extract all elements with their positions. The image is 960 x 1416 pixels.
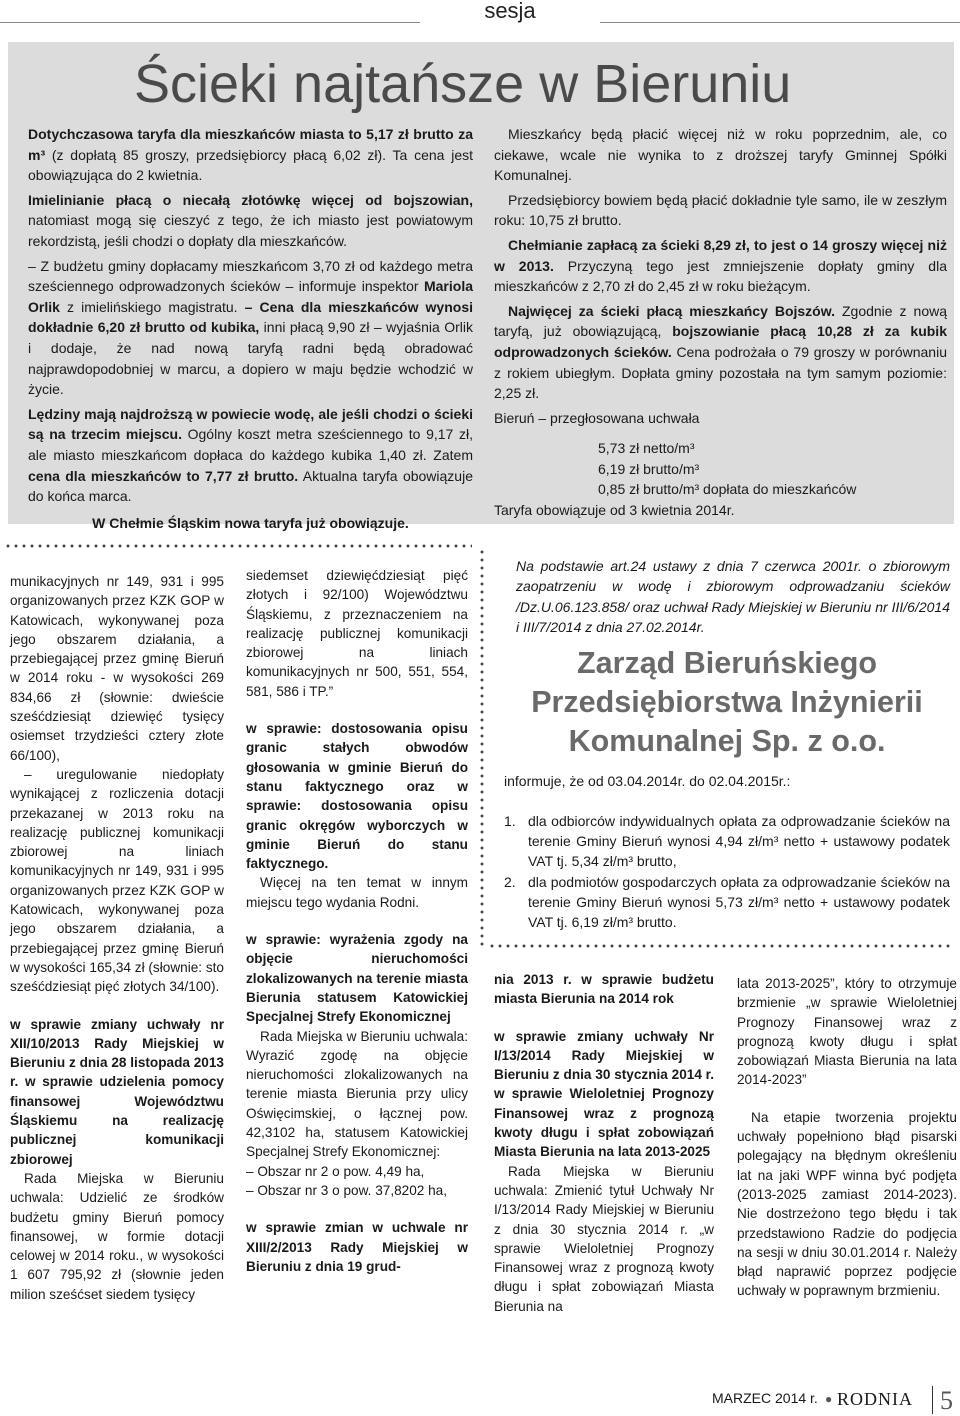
article-paragraph: Lędziny mają najdroższą w powiecie wodę, ale jeśli chodzi o ścieki są na trzecim miejscu. Ogólny koszt metra sześciennego to 9,17 zł, ale miasto mieszkańcom dopłaca do każdego kubika 1,40 zł. Zatem cena dla mieszkańców to 7,77 zł brutto. Aktualna taryfa obowiązuje do końca marca. (28, 405, 473, 505)
resolution-heading: w sprawie: wyrażenia zgody na objęcie nieruchomości zlokalizowanych na terenie miasta Bierunia statusem Katowickiej Specjalnej Strefy Ekonomicznej (246, 932, 468, 1025)
header-rule-left (0, 22, 420, 23)
article-right-column (494, 124, 947, 520)
resolution-heading: Bieruń – przegłosowana uchwała (494, 409, 700, 426)
session-column-4 (737, 974, 957, 1301)
notice-informs: informuje, że od 03.04.2014r. do 02.04.2015r.: (504, 772, 791, 789)
notice-intro: Na podstawie art.24 ustawy z dnia 7 czerwca 2001r. o zbiorowym zaopatrzeniu w wodę i zbiorowym odprowadzaniu ścieków /Dz.U.06.123.858/ oraz uchwał Rady Miejskiej w Bieruniu nr III/6/2014 i III/7/2014 z dnia 27.02.2014r. (516, 558, 950, 636)
article-paragraph: – Z budżetu gminy dopłacamy mieszkańcom 3,70 zł od każdego metra sześciennego odprowadzonych ścieków – informuje inspektor Mariola Orlik z imielińskiego magistratu. – Cena dla mieszkańców wynosi dokładnie 6,20 zł brutto od kubika, inni płacą 9,90 zł – wyjaśnia Orlik i dodaje, że nad nową taryfą radni będą obradować najprawdopodobniej w marcu, a dopiero w maju będzie wchodzić w życie. (28, 257, 473, 398)
resolution-line: Taryfa obowiązuje od 3 kwietnia 2014r. (494, 501, 735, 518)
bullet-icon: ● (825, 1392, 833, 1406)
resolution-line: 5,73 zł netto/m³ (598, 440, 695, 457)
section-label: sesja (484, 0, 536, 23)
dotted-separator (480, 548, 484, 948)
column-paragraph: Rada Miejska w Bieruniu uchwala: Wyrazić zgodę na objęcie nieruchomości zlokalizowanych na terenie miasta Bierunia przy ulicy Oświęcimskiej, o łącznej pow. 42,3102 ha, statusem Katowickiej Specjalnej Strefy Ekonomicznej: (246, 1028, 468, 1160)
article-paragraph: Najwięcej za ścieki płacą mieszkańcy Bojszów. Zgodnie z nową taryfą, już obowiązującą, bojszowianie płacą 10,28 zł za kubik odprowadzonych ścieków. Cena podrożała o 79 groszy w porównaniu z rokiem ubiegłym. Dopłata gminy pozostała na tym samym poziomie: 2,25 zł. (494, 302, 948, 402)
column-paragraph: munikacyjnych nr 149, 931 i 995 organizowanych przez KZK GOP w Katowicach, wykonywanej poza jego obszarem działania, a przebiegającej przez gminę Bieruń w 2014 roku - w wysokości 269 834,66 zł (słownie: dwieście sześćdziesiąt dziewięć tysięcy osiemset trzydzieści cztery złote 66/100), (10, 574, 224, 763)
resolution-heading: w sprawie zmian w uchwale nr XIII/2/2013 Rady Miejskiej w Bieruniu z dnia 19 grud- (246, 1220, 468, 1274)
column-paragraph: Rada Miejska w Bieruniu uchwala: Udzielić ze środków budżetu gminy Bieruń pomocy finansowej, w formie dotacji celowej w 2014 roku., w wysokości 1 607 795,92 zł (słownie jeden milion sześćset siedem tysięcy (10, 1170, 224, 1302)
notice-list-item: 1. dla odbiorców indywidualnych opłata za odprowadzanie ścieków na terenie Gminy Bieruń wynosi 4,94 zł/m³ netto + ustawowy podatek VAT tj. 5,34 zł/m³ brutto, (504, 812, 950, 870)
dotted-separator (488, 944, 952, 948)
utility-notice (504, 556, 950, 932)
column-paragraph: Na etapie tworzenia projektu uchwały popełniono błąd pisarski polegający na błędnym określeniu lat na jaki WPF winna być podjęta (2013-2025 zamiast 2014-2023). Nie dostrzeżono tego błędu i tak przedstawiono Radzie do podjęcia na sesji w dniu 30.01.2014 r. Należy błąd naprawić poprzez podjęcie uchwały w poprawnym brzmieniu. (737, 1109, 957, 1299)
notice-list-item: 2. dla podmiotów gospodarczych opłata za odprowadzanie ścieków na terenie Gminy Bieruń wynosi 5,73 zł/m³ netto + ustawowy podatek VAT tj. 6,19 zł/m³ brutto. (504, 873, 950, 931)
page-footer (706, 1386, 960, 1416)
session-column-2 (246, 566, 468, 1276)
session-column-3 (494, 970, 714, 1316)
resolution-heading: w sprawie zmiany uchwały nr XII/10/2013 Rady Miejskiej w Bieruniu z dnia 28 listopada 2013 r. w sprawie udzielenia pomocy finansowej Województwu Śląskiemu na realizację publicznej komunikacji zbiorowej (10, 1016, 224, 1167)
article-paragraph: Mieszkańcy będą płacić więcej niż w roku poprzednim, ale, co ciekawe, wcale nie wynika to z droższej taryfy Gminnej Spółki Komunalnej. (494, 126, 947, 184)
column-paragraph: siedemset dziewięćdziesiąt pięć złotych i 92/100) Województwu Śląskiemu, z przeznaczeniem na realizację publicznej komunikacji zbiorowej na liniach komunikacyjnych nr 500, 551, 554, 581, 586 i TP.” (246, 568, 468, 699)
article-paragraph: Imielinianie płacą o niecałą złotówkę więcej od bojszowian, natomiast mogą się cieszyć z tego, że ich miasto jest powiatowym rekordzistą, jeśli chodzi o dopłaty dla mieszkańców. (28, 191, 473, 249)
column-paragraph: lata 2013-2025”, który to otrzymuje brzmienie „w sprawie Wieloletniej Prognozy Finansowej wraz z prognozą kwoty długu i spłat zobowiązań Miasta Bierunia na lata 2014-2023” (737, 976, 957, 1088)
footer-divider (932, 1386, 933, 1414)
article-paragraph: Chełmianie zapłacą za ścieki 8,29 zł, to jest o 14 groszy więcej niż w 2013. Przyczyną tego jest zmniejszenie dopłaty gminy dla mieszkańców z 2,70 zł do 2,45 zł w roku bieżącym. (494, 236, 947, 295)
resolution-heading: w sprawie zmiany uchwały Nr I/13/2014 Rady Miejskiej w Bieruniu z dnia 30 stycznia 2014 r. w sprawie Wieloletniej Prognozy Finansowej wraz z prognozą kwoty długu i spłat zobowiązań Miasta Bierunia na lata 2013-2025 (494, 1028, 714, 1160)
publication-name: RODNIA (837, 1389, 913, 1409)
list-item: – Obszar nr 2 o pow. 4,49 ha, (246, 1163, 425, 1179)
column-paragraph: Rada Miejska w Bieruniu uchwala: Zmienić tytuł Uchwały Nr I/13/2014 Rady Miejskiej w Bieruniu z dnia 30 stycznia 2014 r. „w sprawie Wieloletniej Prognozy Finansowej wraz z prognozą kwoty długu i spłat zobowiązań Miasta Bierunia na (494, 1163, 714, 1314)
session-column-1 (10, 572, 224, 1304)
article-left-column (28, 124, 473, 537)
list-item: – Obszar nr 3 o pow. 37,8202 ha, (246, 1182, 448, 1198)
header-rule-right (600, 22, 960, 23)
resolution-line: 6,19 zł brutto/m³ (598, 460, 700, 477)
notice-title: Zarząd Bieruńskiego Przedsiębiorstwa Inżynierii Komunalnej Sp. z o.o. (531, 645, 923, 758)
issue-date: MARZEC 2014 r. (712, 1390, 818, 1406)
dotted-separator (4, 544, 472, 548)
resolution-heading: nia 2013 r. w sprawie budżetu miasta Bierunia na 2014 rok (494, 972, 714, 1007)
page-number: 5 (940, 1386, 953, 1415)
notice-list (504, 811, 950, 933)
article-paragraph: W Chełmie Śląskim nowa taryfa już obowiązuje. (92, 514, 409, 531)
resolution-line: 0,85 zł brutto/m³ dopłata do mieszkańców (598, 481, 857, 498)
resolution-summary (494, 408, 947, 521)
column-paragraph: – uregulowanie niedopłaty wynikającej z rozliczenia dotacji przekazanej w 2013 roku na realizację publicznej komunikacji zbiorowej na liniach komunikacyjnych nr 149, 931 i 995 organizowanych przez KZK GOP w Katowicach, wykonywanej poza jego obszarem działania, a przebiegającej przez gminę Bieruń w wysokości 165,34 zł (słownie: sto sześćdziesiąt pięć złotych 34/100). (10, 766, 224, 995)
column-paragraph: Więcej na ten temat w innym miejscu tego wydania Rodni. (246, 875, 468, 910)
article-paragraph: Przedsiębiorcy bowiem będą płacić dokładnie tyle samo, ile w zeszłym roku: 10,75 zł brutto. (494, 191, 947, 229)
resolution-heading: w sprawie: dostosowania opisu granic stałych obwodów głosowania w gminie Bieruń do stanu faktycznego oraz w sprawie: dostosowania opisu granic okręgów wyborczych w gminie Bieruń do stanu faktycznego. (246, 721, 468, 872)
article-paragraph: Dotychczasowa taryfa dla mieszkańców miasta to 5,17 zł brutto za m³ (z dopłatą 85 groszy, przedsiębiorcy płacą 6,02 zł). Ta cena jest obowiązująca do 2 kwietnia. (28, 126, 473, 184)
article-title: Ścieki najtańsze w Bieruniu (134, 54, 792, 114)
